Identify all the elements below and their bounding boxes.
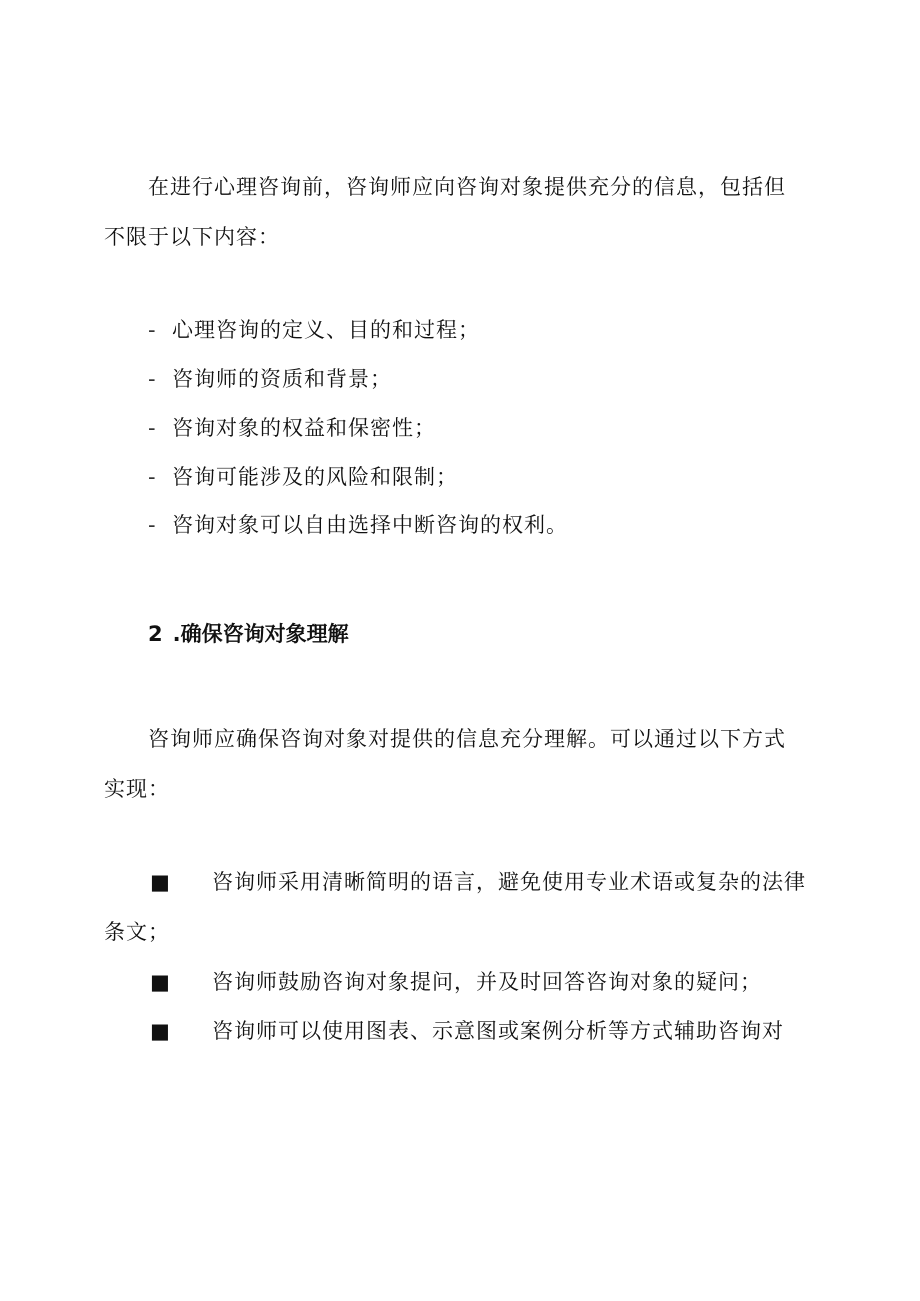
dash-marker: -	[148, 513, 157, 537]
square-bullet-icon: ■	[150, 1019, 171, 1043]
section-title: .确保咨询对象理解	[172, 622, 349, 646]
bullet-item-text: 咨询师鼓励咨询对象提问，并及时回答咨询对象的疑问；	[212, 970, 762, 994]
list-item	[148, 315, 480, 345]
section-number: 2	[148, 622, 163, 646]
list-item-text: 咨询可能涉及的风险和限制；	[172, 465, 458, 489]
list-item-text: 心理咨询的定义、目的和过程；	[172, 318, 480, 342]
list-item-text: 咨询对象可以自由选择中断咨询的权利。	[172, 513, 568, 537]
list-item	[148, 462, 458, 492]
dash-marker: -	[148, 465, 157, 489]
dash-marker: -	[148, 416, 157, 440]
list-item	[148, 510, 568, 540]
list-item	[148, 413, 436, 443]
list-item	[148, 364, 392, 394]
bullet-item	[104, 1006, 824, 1056]
dash-marker: -	[148, 367, 157, 391]
bullet-item-text: 咨询师可以使用图表、示意图或案例分析等方式辅助咨询对	[212, 1019, 784, 1043]
bullet-item	[104, 857, 824, 957]
intro-paragraph: 在进行心理咨询前，咨询师应向咨询对象提供充分的信息，包括但不限于以下内容：	[104, 175, 786, 249]
list-item-text: 咨询师的资质和背景；	[172, 367, 392, 391]
list-item-text: 咨询对象的权益和保密性；	[172, 416, 436, 440]
square-bullet-icon: ■	[150, 970, 171, 994]
dash-marker: -	[148, 318, 157, 342]
understanding-paragraph: 咨询师应确保咨询对象对提供的信息充分理解。可以通过以下方式实现：	[104, 727, 786, 801]
bullet-item	[104, 957, 824, 1007]
square-bullet-icon: ■	[150, 870, 171, 894]
section-heading	[148, 618, 349, 648]
bullet-item-text: 咨询师采用清晰简明的语言，避免使用专业术语或复杂的法律条文；	[104, 870, 806, 944]
